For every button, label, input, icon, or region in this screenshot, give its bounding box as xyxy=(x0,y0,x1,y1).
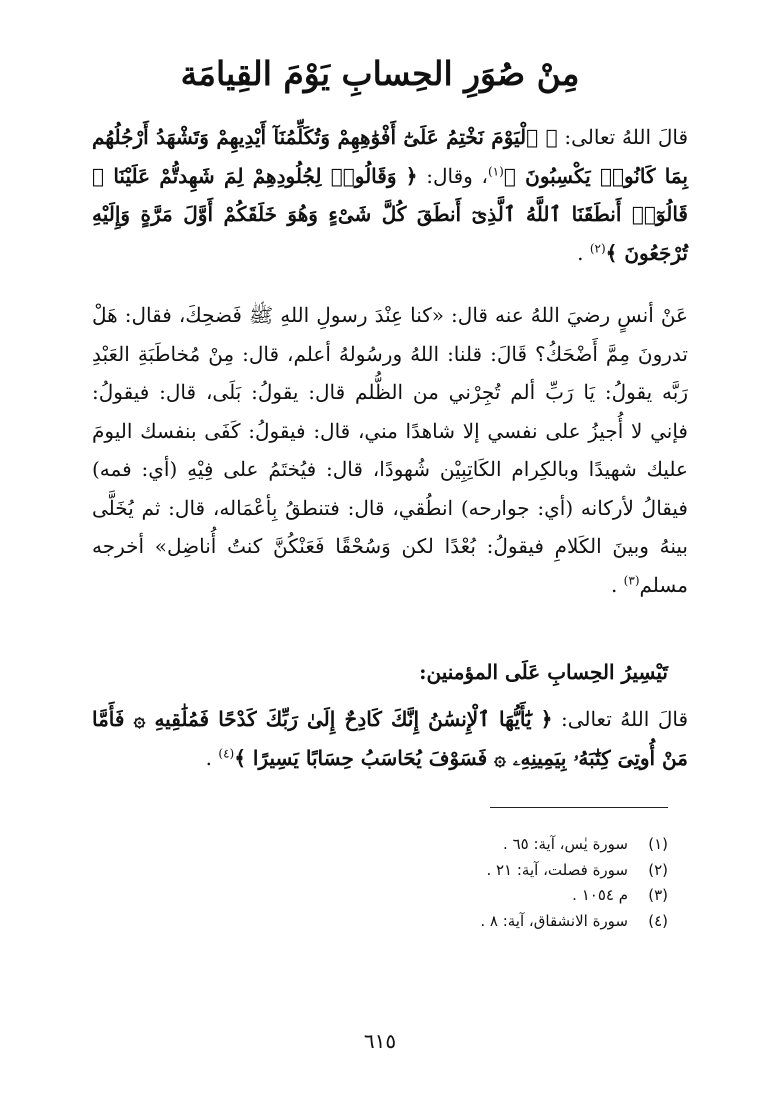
footnote-ref-2: (٢) xyxy=(589,240,606,255)
connector-text: ، وقال: xyxy=(417,163,488,188)
footnote-item xyxy=(72,858,668,884)
footnote-text: سورة الانشقاق، آية: ٨ . xyxy=(480,911,628,930)
quran-verse-inshiqaq: ﴿ يَٰٓأَيُّهَا ٱلْإِنسَٰنُ إِنَّكَ كَادِحٌ إِلَىٰ رَبِّكَ كَدْحًا فَمُلَٰقِيهِ ۞ فَأَمَّا مَنْ أُوتِىَ كِتَٰبَهُۥ بِيَمِينِهِۦ ۞ فَسَوْفَ يُحَاسَبُ حِسَابًا يَسِيرًا ﴾ xyxy=(92,707,688,770)
footnote-text: م ١٠٥٤ . xyxy=(572,886,628,904)
footnote-item xyxy=(72,909,668,935)
footnote-number: (١) xyxy=(648,835,668,853)
quote-intro: قالَ اللهُ تعالى: xyxy=(557,125,689,149)
footnote-number: (٤) xyxy=(648,911,668,930)
paragraph-easy-reckoning xyxy=(92,700,688,777)
footnote-ref-3: (٣) xyxy=(623,572,640,587)
paragraph-quran-witness xyxy=(92,118,688,272)
footnote-item xyxy=(72,832,668,858)
footnote-ref-1: (١) xyxy=(487,163,504,178)
footnote-number: (٣) xyxy=(648,886,668,904)
paragraph-end: . xyxy=(577,240,590,265)
quran-verse-yasin: ﴿ ٱلْيَوْمَ نَخْتِمُ عَلَىٰٓ أَفْوَٰهِهِمْ وَتُكَلِّمُنَآ أَيْدِيهِمْ وَتَشْهَدُ أَرْجُلُهُم بِمَا كَانُوا۟ يَكْسِبُونَ ﴾ xyxy=(92,125,688,188)
footnote-divider xyxy=(490,807,668,808)
footnote-number: (٢) xyxy=(648,860,668,879)
hadith-text: عَنْ أنسٍ رضيَ اللهُ عنه قال: «كنا عِنْدَ رسولِ اللهِ ﷺ فَضحِكَ، فقال: هَلْ تدرونَ مِمَّ أَضْحَكُ؟ قَالَ: قلنا: اللهُ ورسُولهُ أعلم، قال: مِنْ مُخاطَبَةِ العَبْدِ رَبَّه يقولُ: يَا رَبِّ ألم تُجِرْني من الظُّلم قال: يقولُ: بَلَى، قال: فيقولُ: فإني لا أُجيزُ على نفسي إلا شاهدًا مني، قال: فيقولُ: كَفَى بنفسك اليومَ عليك شهيدًا وبالكِرام الكَاتِبِيْن شُهودًا، قال: فيُختَمُ على فِيْهِ (أي: فمه) فيقالُ لأركانه (أي: جوارحه) انطُقي، قال: فتنطقُ بِأعْمَاله، قال: ثم يُخَلَّى بينهُ وبينَ الكَلامِ فيقولُ: بُعْدًا لكن وَسُحْقًا فَعَنْكُنَّ كنتُ أُناضِل» أخرجه مسلم xyxy=(92,303,688,597)
section-subheading: تَيْسِيرُ الحِسابِ عَلَى المؤمنين: xyxy=(419,660,668,684)
quote-intro: قالَ اللهُ تعالى: xyxy=(552,707,689,731)
quran-verse-fussilat: ﴿ وَقَالُوا۟ لِجُلُودِهِمْ لِمَ شَهِدتُّمْ عَلَيْنَا ۖ قَالُوٓا۟ أَنطَقَنَا ٱللَّهُ ٱلَّذِىٓ أَنطَقَ كُلَّ شَىْءٍ وَهُوَ خَلَقَكُمْ أَوَّلَ مَرَّةٍ وَإِلَيْهِ تُرْجَعُونَ ﴾ xyxy=(92,163,688,265)
page-title: مِنْ صُوَرِ الحِسابِ يَوْمَ القِيامَة xyxy=(180,54,580,93)
paragraph-end: . xyxy=(610,572,624,597)
footnote-text: سورة يٰس، آية: ٦٥ . xyxy=(503,835,628,853)
footnote-text: سورة فصلت، آية: ٢١ . xyxy=(486,860,628,879)
page-number: ٦١٥ xyxy=(363,1029,397,1053)
paragraph-end: . xyxy=(205,745,219,770)
footnote-item xyxy=(72,883,668,909)
paragraph-hadith xyxy=(92,296,688,604)
footnotes-list xyxy=(72,832,668,934)
footnote-ref-4: (٤) xyxy=(218,745,235,760)
